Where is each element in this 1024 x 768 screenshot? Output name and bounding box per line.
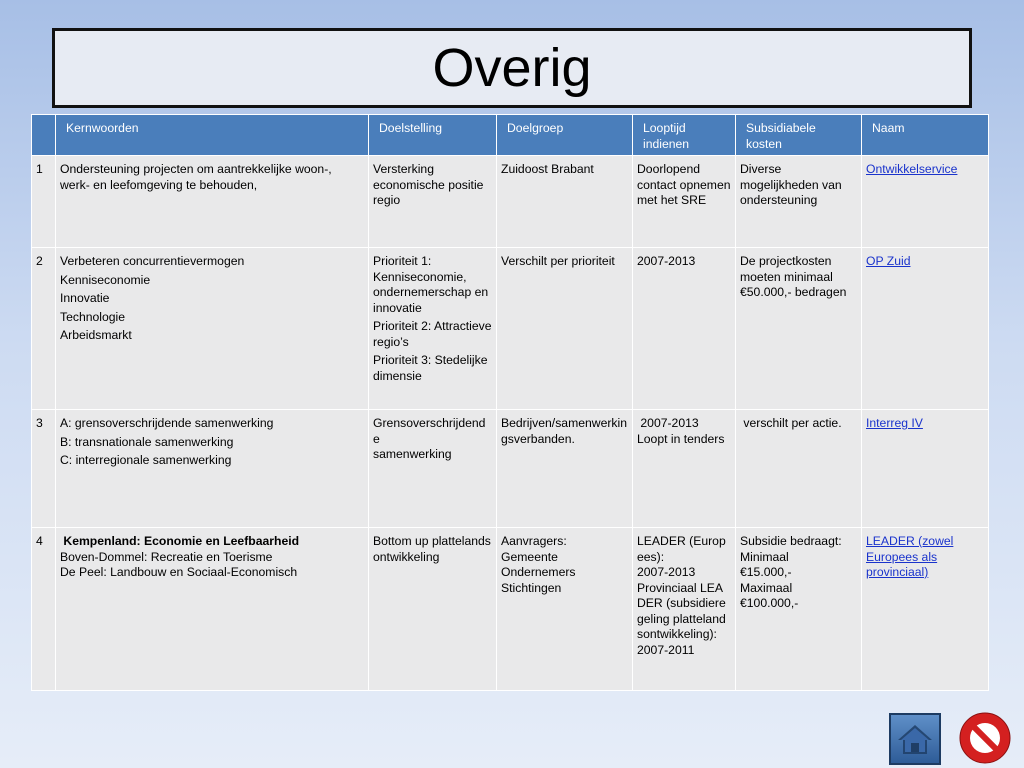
cell-line: 2007-2013: [637, 565, 696, 579]
cell-naam: [862, 156, 989, 248]
cell-line: Kenniseconomie: [60, 272, 151, 287]
cell-naam: [862, 248, 989, 410]
row-number: 2: [32, 248, 56, 410]
cell-looptijd: [633, 156, 736, 248]
cell-kernwoorden: [56, 410, 369, 528]
cell-naam: [862, 410, 989, 528]
cell-line: Boven-Dommel: Recreatie en Toerisme: [60, 549, 273, 564]
cell-line: Gemeente: [501, 549, 558, 564]
table-row: [32, 248, 989, 410]
home-icon: [895, 719, 935, 759]
home-button[interactable]: [889, 713, 941, 765]
cell-line: Diverse mogelijkheden van ondersteuning: [740, 162, 842, 207]
cell-doelstelling: [369, 528, 497, 691]
cell-looptijd: [633, 410, 736, 528]
cell-doelgroep: [497, 156, 633, 248]
cell-line: 2007-2011: [637, 642, 695, 657]
cell-line: A: grensoverschrijdende samenwerking: [60, 416, 274, 430]
link-leader[interactable]: LEADER (zowel Europees als provinciaal): [866, 534, 954, 579]
cell-line: Ondersteuning projecten om aantrekkelijke woon-, werk- en leefomgeving te behouden,: [60, 162, 332, 192]
cell-line: 2007-2013: [637, 254, 696, 268]
cell-doelgroep: [497, 248, 633, 410]
table-row: [32, 528, 989, 691]
cell-subsidiabele: [736, 528, 862, 691]
cell-looptijd: [633, 248, 736, 410]
cell-kernwoorden: [56, 156, 369, 248]
cell-line: 2007-2013: [637, 416, 699, 430]
cell-line: De Peel: Landbouw en Sociaal-Economisch: [60, 565, 298, 579]
programs-table: [31, 114, 989, 691]
cell-line: Verschilt per prioriteit: [501, 254, 615, 268]
cell-doelgroep: [497, 410, 633, 528]
cell-line: Prioriteit 3: Stedelijke dimensie: [373, 353, 488, 383]
table-row: [32, 156, 989, 248]
cell-doelstelling: [369, 410, 497, 528]
cell-kernwoorden: [56, 248, 369, 410]
cell-line: LEADER (Europees):: [637, 534, 726, 564]
header-looptijd: Looptijd indienen: [633, 115, 736, 156]
cell-doelstelling: [369, 248, 497, 410]
cell-line: Aanvragers:: [501, 534, 567, 548]
cell-line: Minimaal: [740, 549, 789, 564]
row-number: 4: [32, 528, 56, 691]
table-row: [32, 410, 989, 528]
cell-doelgroep: [497, 528, 633, 691]
cell-line: Maximaal: [740, 580, 793, 595]
cell-line: Subsidie bedraagt:: [740, 534, 842, 548]
table-header-row: [32, 115, 989, 156]
link-op-zuid[interactable]: OP Zuid: [866, 254, 911, 268]
cell-line-bold: Kempenland: Economie en Leefbaarheid: [60, 534, 300, 548]
cell-line: Prioriteit 1: Kenniseconomie, ondernemerschap en innovatie: [373, 254, 489, 315]
cell-line: Ondernemers: [501, 565, 576, 579]
header-doelstelling: Doelstelling: [369, 115, 497, 156]
cell-line: samenwerking: [373, 447, 452, 461]
cell-line: Technologie: [60, 309, 126, 324]
cell-line: Loopt in tenders: [637, 431, 725, 446]
header-kernwoorden: Kernwoorden: [56, 115, 369, 156]
cell-line: verschilt per actie.: [740, 416, 842, 430]
cell-line: De projectkosten moeten minimaal €50.000,- bedragen: [740, 254, 847, 299]
header-num: [32, 115, 56, 156]
cell-naam: [862, 528, 989, 691]
no-entry-icon: [958, 711, 1012, 765]
cell-line: Grensoverschrijdende: [373, 416, 486, 446]
cell-line: Zuidoost Brabant: [501, 162, 594, 176]
title-box: [52, 28, 972, 108]
cell-line: Arbeidsmarkt: [60, 328, 132, 342]
cell-subsidiabele: [736, 410, 862, 528]
cell-kernwoorden: [56, 528, 369, 691]
cell-line: €15.000,-: [740, 565, 792, 579]
cell-subsidiabele: [736, 156, 862, 248]
header-doelgroep: Doelgroep: [497, 115, 633, 156]
cell-line: C: interregionale samenwerking: [60, 453, 232, 467]
header-naam: Naam: [862, 115, 989, 156]
row-number: 3: [32, 410, 56, 528]
link-ontwikkelservice[interactable]: Ontwikkelservice: [866, 162, 958, 176]
cell-line: Stichtingen: [501, 580, 562, 595]
cell-line: Provinciaal LEADER (subsidieregeling plattelandsontwikkeling):: [637, 580, 726, 641]
cell-line: Prioriteit 2: Attractieve regio’s: [373, 319, 492, 349]
cell-line: Bottom up plattelandsontwikkeling: [373, 534, 491, 564]
row-number: 1: [32, 156, 56, 248]
cell-line: €100.000,-: [740, 596, 799, 610]
cell-subsidiabele: [736, 248, 862, 410]
slide-title: Overig: [432, 38, 592, 98]
cell-line: Innovatie: [60, 291, 110, 305]
cell-line: Verbeteren concurrentievermogen: [60, 254, 245, 268]
cell-line: Bedrijven/samenwerkingsverbanden.: [501, 416, 627, 446]
link-interreg-iv[interactable]: Interreg IV: [866, 416, 923, 430]
cell-looptijd: [633, 528, 736, 691]
header-subsidiabele: Subsidiabele kosten: [736, 115, 862, 156]
stop-button[interactable]: [957, 710, 1013, 766]
cell-line: B: transnationale samenwerking: [60, 434, 234, 449]
cell-doelstelling: [369, 156, 497, 248]
cell-line: Versterking economische positie regio: [373, 162, 484, 207]
cell-line: Doorlopend contact opnemen met het SRE: [637, 162, 731, 207]
